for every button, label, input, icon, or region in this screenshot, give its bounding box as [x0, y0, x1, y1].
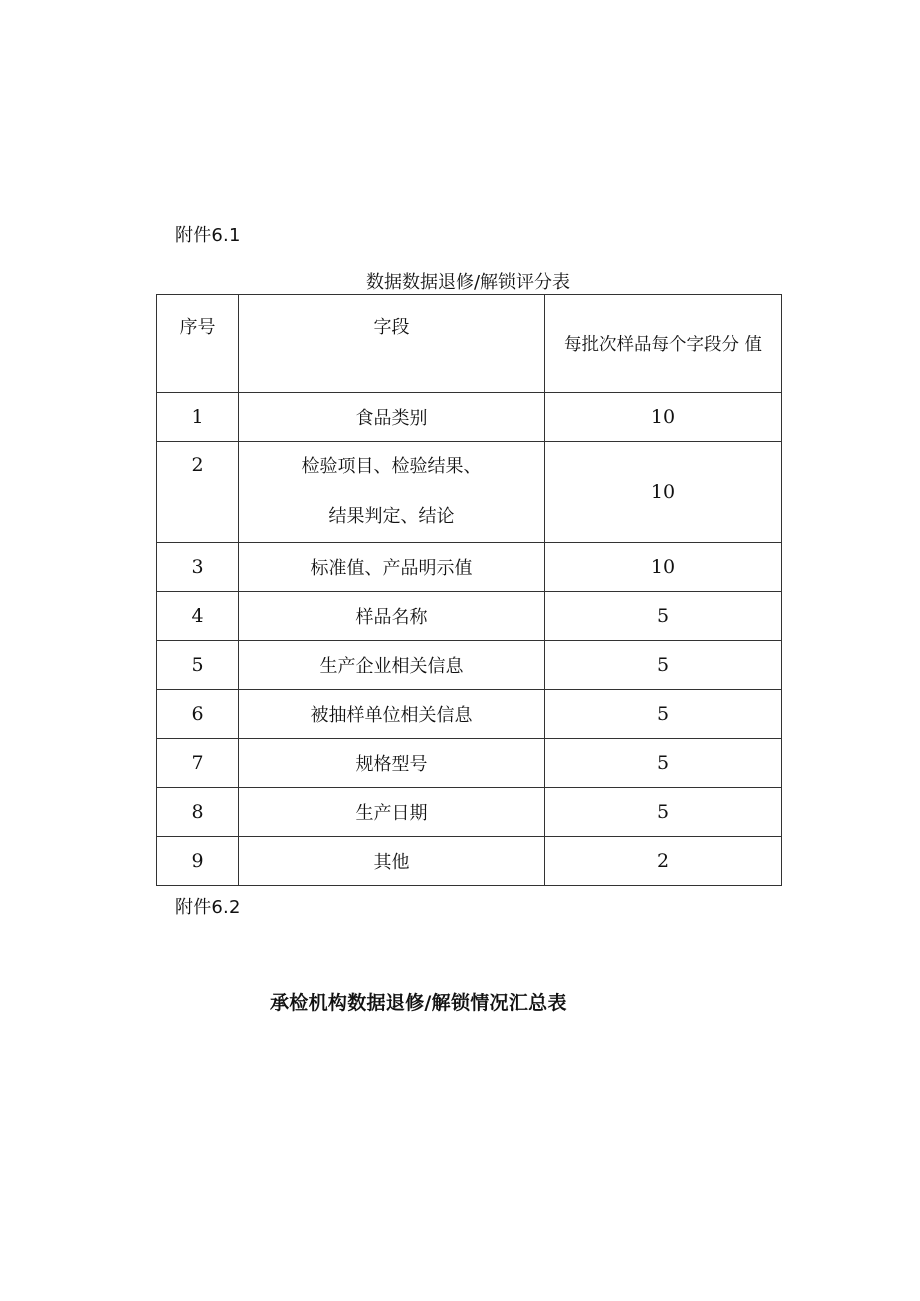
cell-score: 5	[545, 739, 782, 788]
attachment-label-6-1: 附件6.1	[175, 225, 241, 246]
cell-score: 5	[545, 788, 782, 837]
cell-seq: 9	[157, 837, 239, 886]
cell-field: 其他	[239, 837, 545, 886]
cell-field: 标准值、产品明示值	[239, 543, 545, 592]
cell-score: 10	[545, 543, 782, 592]
cell-seq: 1	[157, 393, 239, 442]
cell-score: 5	[545, 641, 782, 690]
cell-seq: 5	[157, 641, 239, 690]
score-table-container	[156, 294, 782, 886]
cell-score: 5	[545, 690, 782, 739]
header-score: 每批次样品每个字段分 值	[545, 295, 782, 393]
summary-table-title: 承检机构数据退修/解锁情况汇总表	[270, 992, 567, 1014]
cell-field	[239, 442, 545, 543]
header-field: 字段	[239, 295, 545, 393]
table-row	[157, 393, 782, 442]
cell-seq: 8	[157, 788, 239, 837]
table-row	[157, 543, 782, 592]
table-row	[157, 739, 782, 788]
table-row	[157, 690, 782, 739]
table-row	[157, 788, 782, 837]
table-row	[157, 641, 782, 690]
cell-field: 食品类别	[239, 393, 545, 442]
cell-seq: 4	[157, 592, 239, 641]
table-title: 数据数据退修/解锁评分表	[365, 272, 571, 293]
cell-field-line: 结果判定、结论	[328, 506, 455, 527]
table-header-row	[157, 295, 782, 393]
cell-score: 10	[545, 442, 782, 543]
cell-seq: 6	[157, 690, 239, 739]
cell-score: 2	[545, 837, 782, 886]
cell-field: 规格型号	[239, 739, 545, 788]
cell-field-line: 检验项目、检验结果、	[301, 456, 482, 477]
cell-seq: 3	[157, 543, 239, 592]
cell-seq: 2	[157, 442, 239, 543]
attachment-label-6-2: 附件6.2	[175, 897, 241, 918]
cell-field: 样品名称	[239, 592, 545, 641]
cell-score: 5	[545, 592, 782, 641]
table-row	[157, 837, 782, 886]
cell-field: 生产企业相关信息	[239, 641, 545, 690]
table-row	[157, 442, 782, 543]
score-table	[156, 294, 782, 886]
table-row	[157, 592, 782, 641]
cell-seq: 7	[157, 739, 239, 788]
cell-score: 10	[545, 393, 782, 442]
header-seq: 序号	[157, 295, 239, 393]
cell-field: 被抽样单位相关信息	[239, 690, 545, 739]
cell-field: 生产日期	[239, 788, 545, 837]
